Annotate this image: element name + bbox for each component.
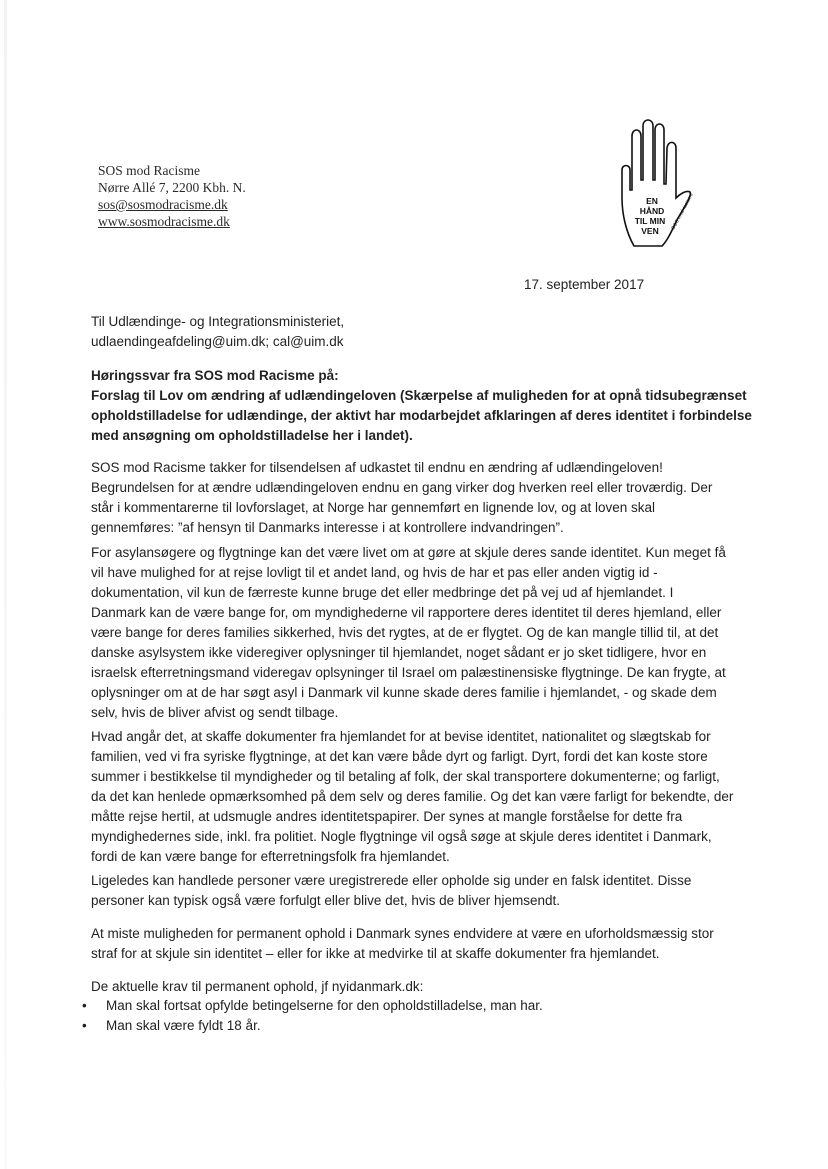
paragraph-line: selv, hvis de bliver afvist og sendt tilbage. [91, 705, 339, 720]
list-item-text: Man skal fortsat opfylde betingelserne for den opholdstilladelse, man har. [106, 998, 543, 1013]
sender-block [98, 162, 246, 230]
paragraph-line: dokumentation, vil kun de færreste kunne bruge det eller medbringe det på vej ud af hjemlandet. I [91, 585, 674, 600]
paragraph-line: De aktuelle krav til permanent ophold, jf nyidanmark.dk: [91, 979, 424, 994]
paragraph-line: Ligeledes kan handlede personer være uregistrerede eller opholde sig under en falsk identitet. Disse [91, 873, 692, 888]
bullet-icon: • [82, 1018, 87, 1033]
paragraph-line: myndighedernes side, inkl. fra politiet. Nogle flygtninge vil også søge at skjule deres identitet i Danmark, [91, 829, 712, 844]
requirements-list [82, 996, 543, 1036]
scan-edge-mark [4, 0, 7, 1169]
bullet-icon: • [82, 998, 87, 1013]
paragraph-line: Danmark kan de være bange for, om myndighederne vil rapportere deres identitet til deres hjemland, eller [91, 605, 722, 620]
list-item-text: Man skal være fyldt 18 år. [106, 1018, 261, 1033]
paragraph-intro [91, 458, 731, 538]
paragraph-line: gennemføres: ”af hensyn til Danmarks interesse i at kontrollere indvandringen”. [91, 520, 564, 535]
paragraph-line: personer kan typisk også være forfulgt eller blive det, hvis de bliver hjemsendt. [91, 893, 560, 908]
paragraph-line: israelsk efterretningsmand videregav oplsyninger til Israel om palæstinensiske flygtninge. De kan frygte, at [91, 665, 726, 680]
subject-line: opholdstilladelse for udlændinge, der aktivt har modarbejdet afklaringen af deres identitet i forbindelse [91, 408, 752, 423]
paragraph-line: straf for at skjule sin identitet – eller for ikke at medvirke til at skaffe dokumenter fra hjemlandet. [91, 946, 660, 961]
paragraph-line: Hvad angår det, at skaffe dokumenter fra hjemlandet for at bevise identitet, nationalitet og slægtskab for [91, 729, 711, 744]
paragraph-line: For asylansøgere og flygtninge kan det være livet om at gøre at skjule deres sande identitet. Kun meget få [91, 545, 726, 560]
paragraph-documents [91, 727, 734, 867]
paragraph-line: Begrundelsen for at ændre udlændingeloven endnu en gang virker dog hverken reel eller troværdig. Der [91, 480, 713, 495]
paragraph-requirements [91, 977, 731, 997]
logo-line-3: TIL MIN [634, 216, 666, 226]
addressee-email-line[interactable]: udlaendingeafdeling@uim.dk; cal@uim.dk [91, 334, 344, 349]
addressee-block [91, 312, 731, 352]
subject-line: med ansøgning om opholdstilladelse her i landet). [91, 428, 413, 443]
paragraph-asylum [91, 543, 731, 723]
paragraph-line: fordi de kan være bange for efterretningsfolk fra hjemlandet. [91, 849, 450, 864]
paragraph-line: da det kan henlede opmærksomhed på dem selv og deres familie. Og det kan være farligt for bekendte, der [91, 789, 734, 804]
paragraph-trafficked [91, 871, 731, 911]
paragraph-line: står i kommentarerne til lovforslaget, at Norge har gennemført en lignende lov, og at loven skal [91, 500, 656, 515]
paragraph-line: oplysninger om at de har søgt asyl i Danmark vil kunne skade deres familie i hjemlandet, - og skade dem [91, 685, 717, 700]
logo-line-4: VEN [641, 226, 659, 236]
paragraph-line: være bange for deres families sikkerhed, hvis det rygtes, at de er flygtet. Og de kan mangle tillid til, at det [91, 625, 719, 640]
subject-block [91, 366, 752, 446]
paragraph-line: danske asylsystem ikke videregiver oplysninger til hjemlandet, noget sådant er jo sket tidligere, hvor en [91, 645, 707, 660]
paragraph-line: SOS mod Racisme takker for tilsendelsen af udkastet til endnu en ændring af udlændingeloven! [91, 460, 663, 475]
subject-line: Høringssvar fra SOS mod Racisme på: [91, 368, 339, 383]
paragraph-line: vil have mulighed for at rejse lovligt til et andet land, og hvis de har et pas eller anden vigtig id - [91, 565, 658, 580]
letter-date: 17. september 2017 [524, 277, 645, 292]
logo-side-text: SOS mod racisme [670, 192, 695, 231]
addressee-line: Til Udlændinge- og Integrationsministeriet, [91, 314, 345, 329]
paragraph-line: summer i bestikkelse til myndigheder og til betaling af folk, der skal transportere dokumenterne; og farligt, [91, 769, 720, 784]
list-item [82, 1016, 543, 1036]
sender-address: Nørre Allé 7, 2200 Kbh. N. [98, 180, 246, 195]
logo-line-2: HÅND [639, 206, 665, 216]
raised-hand-icon [612, 118, 695, 254]
paragraph-line: måtte rejse hertil, at udsmugle andres identitetspapirer. Der synes at mangle forståelse for dette fra [91, 809, 683, 824]
sender-name: SOS mod Racisme [98, 163, 201, 178]
sender-website-link[interactable]: www.sosmodracisme.dk [98, 214, 230, 229]
subject-line: Forslag til Lov om ændring af udlændingeloven (Skærpelse af muligheden for at opnå tidsubegrænset [91, 388, 747, 403]
logo-line-1: EN [646, 196, 658, 206]
paragraph-line: familien, ved vi fra syriske flygtninge, at det kan være både dyrt og farligt. Dyrt, fordi det kan koste store [91, 749, 708, 764]
sender-email-link[interactable]: sos@sosmodracisme.dk [98, 197, 228, 212]
paragraph-penalty [91, 924, 731, 964]
paragraph-line: At miste muligheden for permanent ophold i Danmark synes endvidere at være en uforholdsmæssig stor [91, 926, 714, 941]
list-item [82, 996, 543, 1016]
